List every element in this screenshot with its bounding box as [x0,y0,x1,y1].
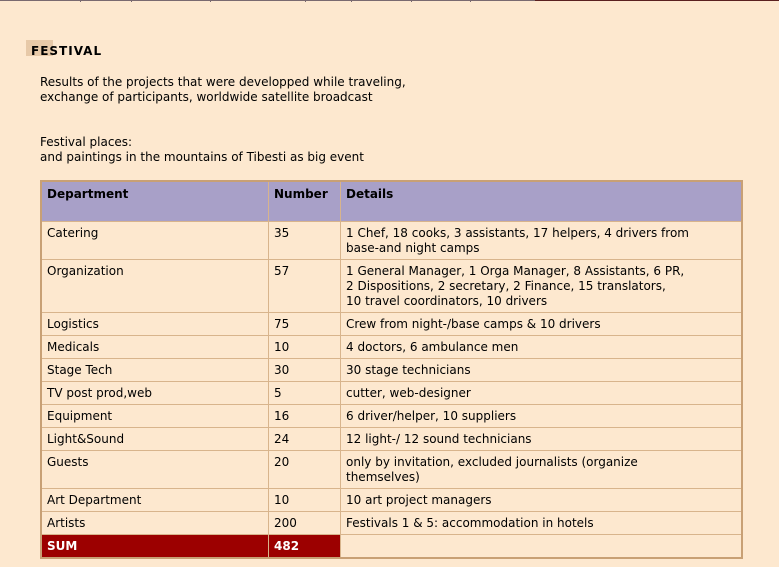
cell-number: 10 [269,489,341,512]
cell-details [341,260,743,313]
places-line-1: Festival places: [40,135,133,149]
cell-department: Art Department [41,489,269,512]
cell-department: Logistics [41,313,269,336]
col-header-department: Department [41,181,269,222]
page-title: FESTIVAL [31,44,103,58]
sum-details [341,535,743,559]
cell-department: Catering [41,222,269,260]
cell-number: 10 [269,336,341,359]
cell-department: Equipment [41,405,269,428]
col-header-details: Details [341,181,743,222]
cell-details [341,512,743,535]
places-paragraph [40,135,364,165]
intro-line-2: exchange of participants, worldwide satellite broadcast [40,90,373,104]
table-row [41,313,742,336]
table-row [41,451,742,489]
intro-paragraph [40,75,406,105]
table-row [41,260,742,313]
details-line: 6 driver/helper, 10 suppliers [346,409,517,423]
cell-number: 24 [269,428,341,451]
details-line: 1 Chef, 18 cooks, 3 assistants, 17 helpers, 4 drivers from [346,226,689,240]
details-line: cutter, web-designer [346,386,471,400]
sum-row [41,535,742,559]
cell-department: Medicals [41,336,269,359]
table-row [41,382,742,405]
cell-number: 5 [269,382,341,405]
cell-details [341,451,743,489]
cell-department: Organization [41,260,269,313]
cell-department: TV post prod,web [41,382,269,405]
cell-details [341,489,743,512]
cell-number: 20 [269,451,341,489]
details-line: 1 General Manager, 1 Orga Manager, 8 Assistants, 6 PR, [346,264,685,278]
cell-number: 16 [269,405,341,428]
table-row [41,512,742,535]
table-row [41,489,742,512]
cell-number: 75 [269,313,341,336]
cell-department: Artists [41,512,269,535]
details-line: 2 Dispositions, 2 secretary, 2 Finance, 15 translators, [346,279,666,293]
details-line: 12 light-/ 12 sound technicians [346,432,532,446]
intro-line-1: Results of the projects that were developped while traveling, [40,75,406,89]
table-row [41,336,742,359]
sum-label: SUM [41,535,269,559]
cell-details [341,405,743,428]
details-line: Crew from night-/base camps & 10 drivers [346,317,601,331]
places-line-2: and paintings in the mountains of Tibesti as big event [40,150,364,164]
table-row [41,222,742,260]
details-line: Festivals 1 & 5: accommodation in hotels [346,516,594,530]
details-line: 4 doctors, 6 ambulance men [346,340,519,354]
cell-details [341,428,743,451]
cell-department: Light&Sound [41,428,269,451]
cell-department: Guests [41,451,269,489]
details-line: base-and night camps [346,241,480,255]
cell-number: 35 [269,222,341,260]
table-row [41,359,742,382]
table-row [41,405,742,428]
details-line: 10 art project managers [346,493,492,507]
top-menu-bar [0,0,779,2]
table-header-row [41,181,742,222]
details-line: only by invitation, excluded journalists (organize [346,455,638,469]
table-body [41,222,742,559]
cell-details [341,336,743,359]
staff-table [40,180,743,559]
table-row [41,428,742,451]
cell-details [341,313,743,336]
cell-number: 30 [269,359,341,382]
cell-number: 57 [269,260,341,313]
cell-details [341,359,743,382]
col-header-number: Number [269,181,341,222]
details-line: themselves) [346,470,420,484]
cell-details [341,382,743,405]
cell-department: Stage Tech [41,359,269,382]
details-line: 10 travel coordinators, 10 drivers [346,294,548,308]
cell-number: 200 [269,512,341,535]
sum-number: 482 [269,535,341,559]
details-line: 30 stage technicians [346,363,471,377]
cell-details [341,222,743,260]
